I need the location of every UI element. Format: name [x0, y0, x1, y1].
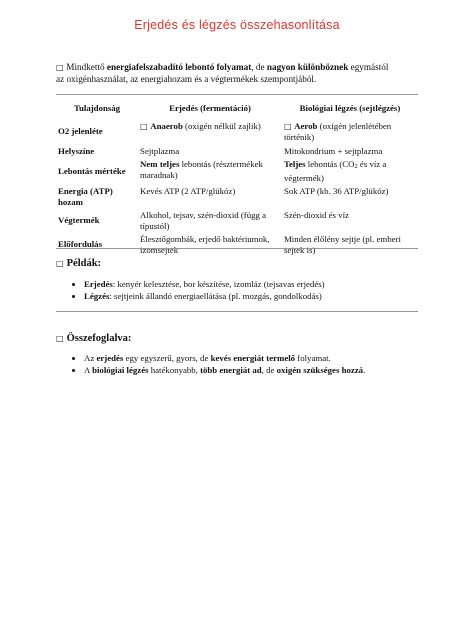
- table-cell: Élesztőgombák, erjedő baktériumok, izomsejtek: [140, 234, 270, 255]
- table-cell: □ Aerob (oxigén jelenlétében történik): [283, 120, 392, 142]
- divider: [56, 248, 418, 249]
- list-item: • Az erjedés egy egyszerű, gyors, de kevés energiát termelő folyamat.: [84, 353, 418, 365]
- table-cell: Teljes lebontás (CO2 és víz a végtermék): [283, 159, 387, 183]
- table-cell: Minden élőlény sejtje (pl. emberi sejtek is): [283, 234, 401, 255]
- table-cell: Alkohol, tejsav, szén-dioxid (függ a típustól): [140, 210, 267, 231]
- table-row: [56, 209, 418, 233]
- row-label: O2 jelenléte: [58, 126, 103, 137]
- table-cell: Sejtplazma: [140, 145, 180, 156]
- row-label: Végtermék: [58, 215, 100, 226]
- table-row: [56, 145, 418, 159]
- list-item: • A biológiai légzés hatékonyabb, több energiát ad, de oxigén szükséges hozzá.: [84, 365, 418, 377]
- table-cell: Nem teljes lebontás (résztermékek maradnak): [140, 159, 263, 180]
- examples-heading: □ Példák:: [56, 258, 102, 269]
- divider: [56, 94, 418, 95]
- table-cell: Sok ATP (kb. 36 ATP/glükóz): [283, 186, 389, 196]
- column-header: Erjedés (fermentáció): [169, 103, 251, 113]
- table-row: [56, 233, 418, 257]
- table-row: [56, 158, 418, 185]
- intro-paragraph: □ Mindkettő energiafelszabadító lebontó folyamat, de nagyon különböznek egymástól az oxigénhasználat, az energiahozam és a végtermékek szempontjából.: [56, 62, 389, 84]
- section-icon: □: [56, 334, 64, 343]
- comparison-table: [56, 101, 418, 257]
- table-row: [56, 185, 418, 209]
- table-header-row: [56, 101, 418, 120]
- examples-list: [56, 279, 418, 302]
- table-cell: □ Anaerob (oxigén nélkül zajlik): [140, 120, 261, 131]
- table-row: [56, 120, 418, 145]
- row-label: Energia (ATP) hozam: [58, 186, 113, 207]
- row-label: Lebontás mértéke: [58, 165, 126, 176]
- table-cell: Mitokondrium + sejtplazma: [283, 145, 383, 156]
- row-label: Előfordulás: [58, 239, 102, 250]
- list-item: • Légzés: sejtjeink állandó energiaellátása (pl. mozgás, gondolkodás): [84, 291, 418, 303]
- column-header: Biológiai légzés (sejtlégzés): [299, 103, 401, 113]
- divider: [56, 311, 418, 312]
- page-title: Erjedés és légzés összehasonlítása: [134, 18, 340, 32]
- checkbox-icon: □: [283, 121, 292, 131]
- summary-list: [56, 353, 418, 376]
- checkbox-icon: □: [140, 121, 148, 131]
- row-label: Helyszíne: [58, 145, 95, 156]
- summary-heading: □ Összefoglalva:: [56, 333, 132, 344]
- document-icon: □: [56, 63, 64, 72]
- table-cell: Szén-dioxid és víz: [283, 210, 349, 220]
- list-item: • Erjedés: kenyér kelesztése, bor készítése, izomláz (tejsavas erjedés): [84, 279, 418, 291]
- section-icon: □: [56, 259, 64, 268]
- column-header: Tulajdonság: [73, 103, 121, 113]
- table-cell: Kevés ATP (2 ATP/glükóz): [140, 186, 236, 196]
